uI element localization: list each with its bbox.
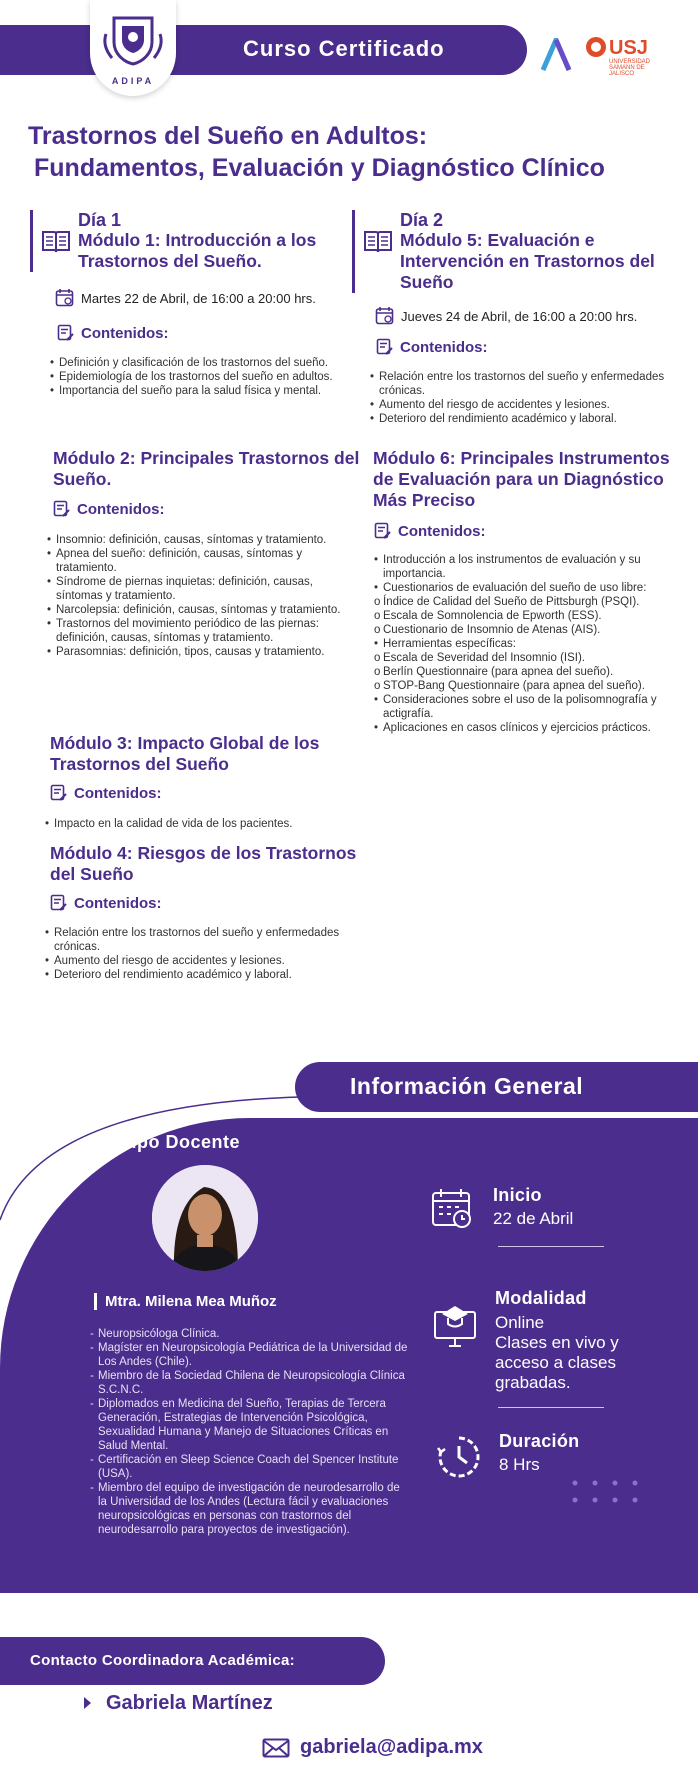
- calendar-icon: [375, 306, 394, 325]
- duration-label: Duración: [499, 1431, 580, 1451]
- list-item: • Epidemiología de los trastornos del sueño en adultos.: [50, 370, 340, 384]
- start-label: Inicio: [493, 1185, 542, 1205]
- caret-right-icon: [84, 1697, 91, 1709]
- list-item: • Insomnio: definición, causas, síntomas y tratamiento.: [47, 533, 347, 547]
- list-item: • Deterioro del rendimiento académico y laboral.: [45, 968, 355, 982]
- open-book-icon: [363, 228, 393, 254]
- list-item: • Aumento del riesgo de accidentes y lesiones.: [370, 398, 670, 412]
- clock-icon: [436, 1434, 482, 1480]
- module3-contents-heading: [50, 785, 162, 802]
- bio-item: - Magíster en Neuropsicología Pediátrica de la Universidad de Los Andes (Chile).: [90, 1341, 410, 1369]
- list-item: • Herramientas específicas:: [374, 637, 674, 651]
- module3-title: Módulo 3: Impacto Global de los Trastornos del Sueño: [50, 733, 320, 774]
- list-item: • Relación entre los trastornos del sueño y enfermedades crónicas.: [370, 370, 670, 398]
- list-subitem: o Cuestionario de Insomnio de Atenas (AIS).: [374, 623, 674, 637]
- day1-label: Día 1: [78, 210, 122, 230]
- module4-contents-label: Contenidos:: [74, 895, 162, 912]
- list-subitem: o Escala de Severidad del Insomnio (ISI).: [374, 651, 674, 665]
- module2-title: Módulo 2: Principales Trastornos del Sueño.: [53, 448, 360, 489]
- module2-contents-heading: [53, 501, 165, 518]
- teacher-bio-list: [90, 1327, 410, 1537]
- list-item: • Apnea del sueño: definición, causas, síntomas y tratamiento.: [47, 547, 347, 575]
- bio-item: - Certificación en Sleep Science Coach del Spencer Institute (USA).: [90, 1453, 410, 1481]
- contact-email[interactable]: gabriela@adipa.mx: [300, 1736, 483, 1758]
- module6-contents-label: Contenidos:: [398, 523, 486, 540]
- info-title: Información General: [350, 1073, 584, 1099]
- list-item: • Síndrome de piernas inquietas: definición, causas, síntomas y tratamiento.: [47, 575, 347, 603]
- list-item: • Impacto en la calidad de vida de los pacientes.: [45, 817, 355, 831]
- usj-logo-subtitle: UNIVERSIDAD SAMANN DE JALISCO: [609, 59, 651, 77]
- mail-icon: [262, 1738, 290, 1758]
- contact-name: Gabriela Martínez: [106, 1692, 273, 1714]
- duration-info: [499, 1431, 579, 1475]
- list-subitem: o Berlín Questionnaire (para apnea del sueño).: [374, 665, 674, 679]
- list-item: • Parasomnias: definición, tipos, causas y tratamiento.: [47, 645, 347, 659]
- document-pencil-icon: [376, 338, 394, 356]
- bio-item: - Diplomados en Medicina del Sueño, Terapias de Tercera Generación, Estrategias de Intervención Psicológica, Sexualidad Humana y Manejo de Situaciones Críticas en Salud Mental.: [90, 1397, 410, 1453]
- calendar-clock-icon: [430, 1187, 474, 1231]
- module4-title: Módulo 4: Riesgos de los Trastornos del Sueño: [50, 843, 357, 884]
- course-title: [28, 120, 688, 184]
- header-title: Curso Certificado: [243, 36, 445, 61]
- module6-contents-heading: [374, 523, 486, 540]
- module2-contents-label: Contenidos:: [77, 501, 165, 518]
- day2-date: [375, 309, 685, 324]
- mode-value-detail: Clases en vivo y acceso a clases grabadas.: [495, 1333, 619, 1392]
- contact-title: Contacto Coordinadora Académica:: [30, 1652, 295, 1669]
- teacher-name: Mtra. Milena Mea Muñoz: [94, 1293, 277, 1310]
- module5-title: Módulo 5: Evaluación e Intervención en Trastornos del Sueño: [400, 230, 655, 292]
- day2-heading: [352, 210, 692, 293]
- mode-label: Modalidad: [495, 1288, 587, 1308]
- adipa-logo: [90, 0, 176, 96]
- module1-contents-heading: [57, 325, 169, 342]
- divider: [498, 1407, 604, 1408]
- document-pencil-icon: [50, 784, 68, 802]
- list-item: • Deterioro del rendimiento académico y laboral.: [370, 412, 670, 426]
- mode-value-online: Online: [495, 1313, 545, 1332]
- adipa-shield-icon: [96, 4, 170, 74]
- start-value: 22 de Abril: [493, 1209, 574, 1228]
- list-item: • Consideraciones sobre el uso de la polisomnografía y actigrafía.: [374, 693, 674, 721]
- person-photo-icon: [152, 1165, 258, 1271]
- module4-contents-heading: [50, 895, 162, 912]
- module1-contents-label: Contenidos:: [81, 325, 169, 342]
- open-book-icon: [41, 228, 71, 254]
- module4-list: [45, 926, 355, 982]
- day1-header: [30, 210, 350, 272]
- document-pencil-icon: [50, 894, 68, 912]
- duration-value: 8 Hrs: [499, 1455, 540, 1474]
- course-title-line1: Trastornos del Sueño en Adultos:: [28, 122, 428, 150]
- list-subitem: o Índice de Calidad del Sueño de Pittsburgh (PSQI).: [374, 595, 674, 609]
- calendar-icon: [55, 288, 74, 307]
- day2-label: Día 2: [400, 210, 444, 230]
- list-item: • Cuestionarios de evaluación del sueño de uso libre:: [374, 581, 674, 595]
- day1-heading: [30, 210, 350, 272]
- module3-contents-label: Contenidos:: [74, 785, 162, 802]
- online-class-icon: [432, 1300, 478, 1348]
- document-pencil-icon: [57, 324, 75, 342]
- module5-list: [370, 370, 670, 426]
- list-item: • Relación entre los trastornos del sueño y enfermedades crónicas.: [45, 926, 355, 954]
- teacher-avatar: [152, 1165, 258, 1271]
- divider: [498, 1246, 604, 1247]
- list-subitem: o STOP-Bang Questionnaire (para apnea del sueño).: [374, 679, 674, 693]
- module5-contents-label: Contenidos:: [400, 339, 488, 356]
- start-info: [493, 1185, 573, 1229]
- day1-date-text: Martes 22 de Abril, de 16:00 a 20:00 hrs.: [81, 291, 316, 306]
- list-item: • Introducción a los instrumentos de evaluación y su importancia.: [374, 553, 674, 581]
- document-pencil-icon: [53, 500, 71, 518]
- list-item: • Aumento del riesgo de accidentes y lesiones.: [45, 954, 355, 968]
- bio-item: - Miembro de la Sociedad Chilena de Neuropsicología Clínica S.C.N.C.: [90, 1369, 410, 1397]
- module6-list: [374, 553, 674, 735]
- decorative-dots: [570, 1478, 640, 1508]
- a-brand-icon: [540, 38, 572, 72]
- module1-list: [50, 356, 340, 398]
- bio-item: - Neuropsicóloga Clínica.: [90, 1327, 410, 1341]
- adipa-logo-text: ADIPA: [111, 76, 155, 86]
- day2-header: [352, 210, 692, 293]
- list-item: • Definición y clasificación de los trastornos del sueño.: [50, 356, 340, 370]
- day1-date: [55, 291, 355, 306]
- day2-date-text: Jueves 24 de Abril, de 16:00 a 20:00 hrs.: [401, 309, 638, 324]
- list-item: • Importancia del sueño para la salud física y mental.: [50, 384, 340, 398]
- module6-title: Módulo 6: Principales Instrumentos de Evaluación para un Diagnóstico Más Preciso: [373, 448, 670, 510]
- list-item: • Narcolepsia: definición, causas, síntomas y tratamiento.: [47, 603, 347, 617]
- module2-list: [47, 533, 347, 659]
- module3-list: [45, 817, 355, 831]
- course-title-line2: Fundamentos, Evaluación y Diagnóstico Clínico: [34, 154, 605, 182]
- list-subitem: o Escala de Somnolencia de Epworth (ESS).: [374, 609, 674, 623]
- module1-title: Módulo 1: Introducción a los Trastornos del Sueño.: [78, 230, 317, 271]
- bio-item: - Miembro del equipo de investigación de neurodesarrollo de la Universidad de los Andes (Lectura fácil y evaluaciones neuropsicológicas en personas con trastornos del neurodesarrollo para proyectos de investigación).: [90, 1481, 410, 1537]
- usj-logo-text: USJ: [609, 37, 648, 59]
- list-item: • Aplicaciones en casos clínicos y ejercicios prácticos.: [374, 721, 674, 735]
- document-pencil-icon: [374, 522, 392, 540]
- team-title: Equipo Docente: [96, 1132, 241, 1152]
- usj-emblem-icon: [585, 36, 607, 58]
- module5-contents-heading: [376, 339, 488, 356]
- list-item: • Trastornos del movimiento periódico de las piernas: definición, causas, síntomas y tratamiento.: [47, 617, 347, 645]
- mode-info: [495, 1288, 665, 1393]
